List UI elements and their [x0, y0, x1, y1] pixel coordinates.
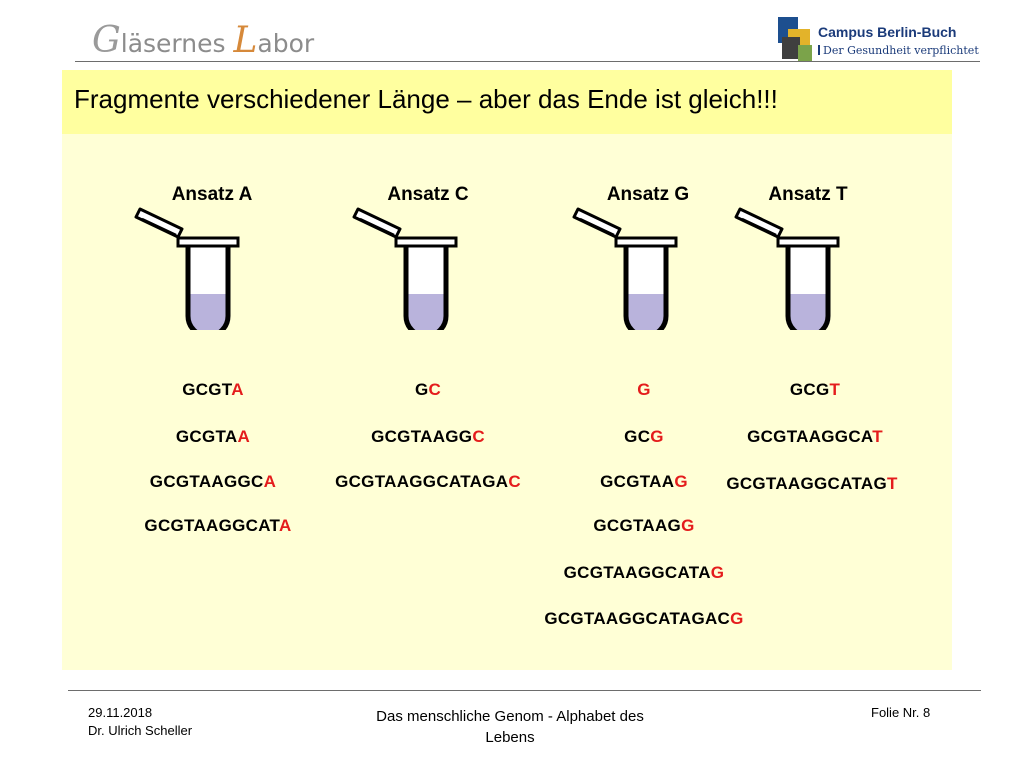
fragment-a-4: GCGTAAGGCATA [144, 516, 292, 535]
batch-label-t: Ansatz T [768, 184, 848, 205]
footer-author: Dr. Ulrich Scheller [88, 723, 193, 738]
footer-page-number: Folie Nr. 8 [871, 705, 931, 720]
footer-title-line1: Das menschliche Genom - Alphabet des [376, 708, 644, 725]
footer-divider [68, 690, 981, 691]
campus-logo-mark [778, 17, 814, 63]
fragment-a-2: GCGTAA [175, 427, 251, 446]
campus-slogan-text: Der Gesundheit verpflichtet [823, 44, 979, 57]
logo-initial-l: L [233, 20, 258, 61]
reaction-tube-g-icon [570, 205, 680, 330]
fragment-g-3: GCGTAAG [600, 472, 688, 491]
logo-text-part1: läsernes [120, 29, 226, 58]
footer-title-line2: Lebens [485, 729, 535, 746]
slide-title: Fragmente verschiedener Länge – aber das Ende ist gleich!!! [74, 84, 778, 114]
reaction-tube-t-icon [732, 205, 842, 330]
fragment-t-1: GCGT [789, 380, 841, 399]
glaesernes-labor-logo [92, 18, 315, 64]
batch-label-c: Ansatz C [387, 184, 469, 205]
batch-label-a: Ansatz A [171, 184, 253, 205]
fragment-c-2: GCGTAAGGC [371, 427, 485, 446]
fragment-a-1: GCGTA [182, 380, 244, 399]
fragment-c-1: GC [414, 380, 442, 399]
footer-title [345, 706, 675, 748]
logo-initial-g: G [92, 20, 121, 61]
reaction-tube-c-icon [350, 205, 460, 330]
fragment-t-2: GCGTAAGGCAT [747, 427, 883, 446]
campus-name: Campus Berlin-Buch [818, 24, 957, 40]
header-divider [75, 61, 980, 62]
fragment-a-3: GCGTAAGGCA [149, 472, 277, 491]
fragment-g-6: GCGTAAGGCATAGACG [544, 609, 744, 628]
fragment-c-3: GCGTAAGGCATAGAC [335, 472, 521, 491]
reaction-tube-a-icon [132, 205, 242, 330]
batch-label-g: Ansatz G [606, 184, 690, 205]
fragment-g-4: GCGTAAGG [593, 516, 695, 535]
fragment-g-1: G [637, 380, 651, 399]
campus-slogan [818, 44, 979, 57]
footer-date: 29.11.2018 [88, 705, 153, 720]
fragment-g-5: GCGTAAGGCATAG [563, 563, 725, 582]
logo-text-part2: abor [257, 29, 315, 58]
fragment-t-3: GCGTAAGGCATAGT [726, 474, 898, 493]
fragment-g-2: GCG [624, 427, 664, 446]
